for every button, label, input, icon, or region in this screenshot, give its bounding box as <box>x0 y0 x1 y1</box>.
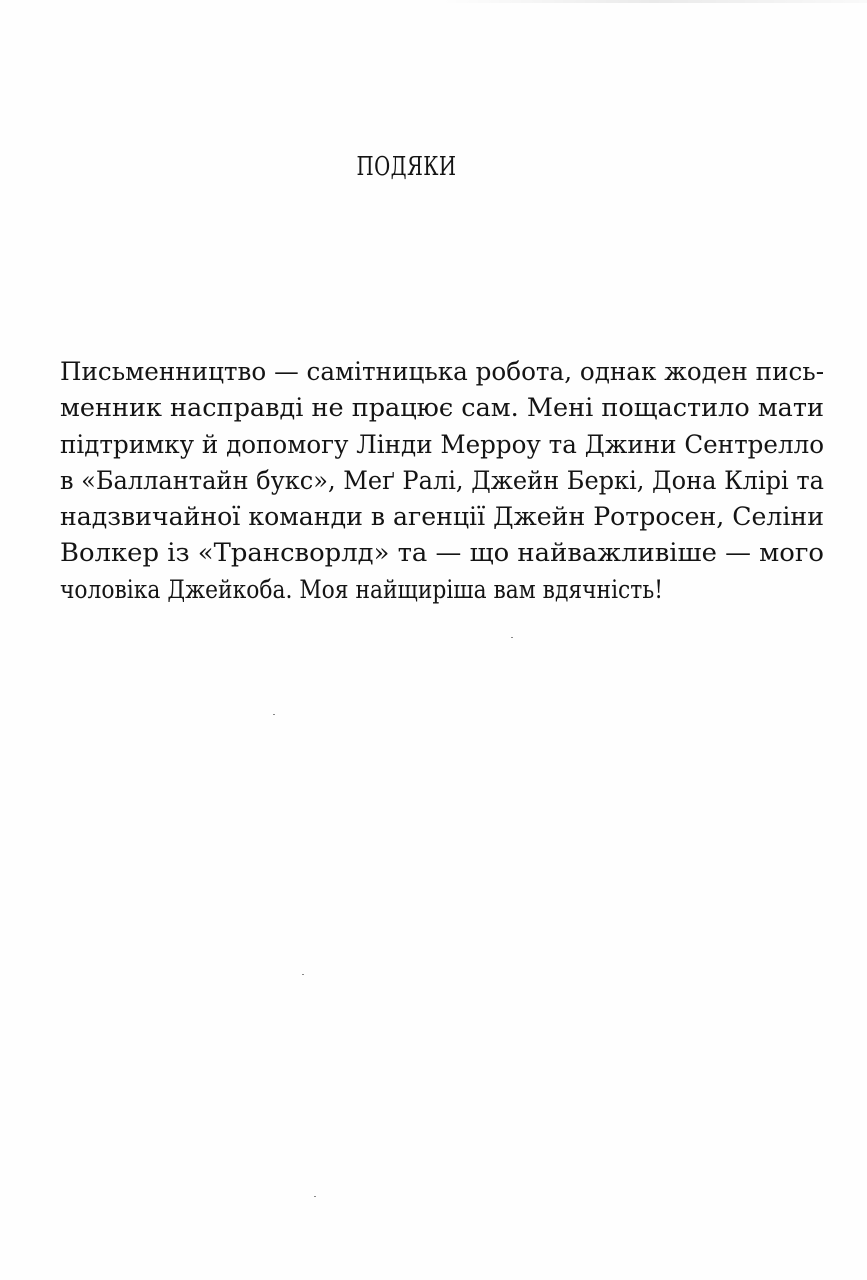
text-line: надзвичайної команди в агенції Джейн Ротросен, Селіни <box>60 502 824 532</box>
page-title: ПОДЯКИ <box>356 152 457 182</box>
text-line: менник насправді не працює сам. Мені пощастило мати <box>60 393 825 423</box>
scan-edge-shadow <box>440 0 867 3</box>
paper-speck <box>273 714 275 715</box>
text-line: підтримку й допомогу Лінди Мерроу та Джини Сентрелло <box>60 429 825 459</box>
text-line: Письменництво — самітницька робота, однак жоден пись- <box>60 357 825 386</box>
paper-speck <box>314 1196 316 1197</box>
text-line: в «Баллантайн букс», Меґ Ралі, Джейн Беркі, Дона Клірі та <box>60 465 825 495</box>
paper-speck <box>302 974 304 975</box>
paper-speck <box>511 637 513 638</box>
text-line: чоловіка Джейкоба. Моя найщиріша вам вдячність! <box>60 574 663 604</box>
acknowledgements-paragraph <box>60 354 824 608</box>
text-line: Волкер із «Трансворлд» та — що найважливіше — мого <box>60 538 824 568</box>
